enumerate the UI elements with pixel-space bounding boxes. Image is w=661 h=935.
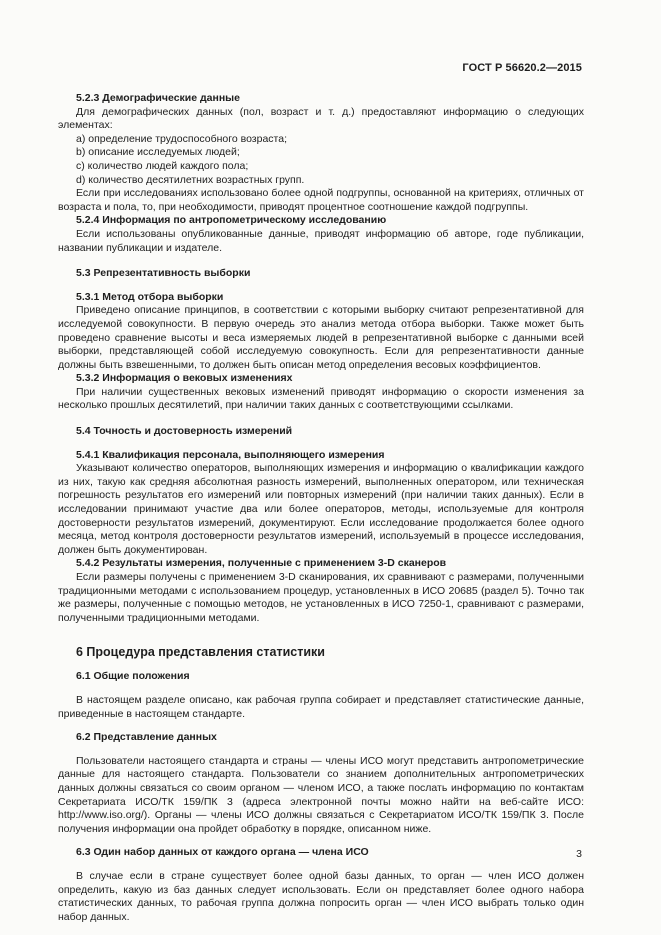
paragraph: При наличии существенных вековых изменений приводят информацию о скорости изменения за несколько прошлых десятилетий, при наличии таких данных с соответствующими ссылками. xyxy=(58,385,584,412)
paragraph: В случае если в стране существует более одной базы данных, то орган — член ИСО должен определить, какую из баз данных следует использовать. Если он представляет более одного набора статистических данных, то рабочая группа должна попросить орган — член ИСО выбрать только один набор данных. xyxy=(58,869,584,923)
paragraph: Приведено описание принципов, в соответствии с которыми выборку считают репрезентативной для исследуемой совокупности. В первую очередь это анализ метода отбора выборки. Также может быть проведено сравнение высоты и веса измеряемых людей в репрезентативной выборке с данными всей выборки, представляющей собой исследуемую совокупность. Если для репрезентативности данные должны быть взвешенными, то должен быть описан метод определения весовых коэффициентов. xyxy=(58,304,584,371)
heading-5-3: 5.3 Репрезентативность выборки xyxy=(76,267,251,280)
paragraph: Если при исследованиях использовано более одной подгруппы, основанной на критериях, отличных от возраста и пола, то, при необходимости, приводят процентное соотношение каждой подгруппы. xyxy=(58,187,584,213)
paragraph: Пользователи настоящего стандарта и страны — члены ИСО могут представить антропометрические данные для настоящего стандарта. Пользователи со знанием дополнительных антропометрических данных должны связаться со своим органом — членом ИСО, а также послать информацию по контактам Секретариата ИСО/ТК 159/ПК 3 (адреса электронной почты можно найти на веб-сайте ИСО: http://www.iso.org/). Органы — члены ИСО должны связаться с Секретариатом ИСО/ТК 159/ПК 3. После получения информации она пройдет обработку в порядке, описанном ниже. xyxy=(58,754,584,835)
heading-5-4-2: 5.4.2 Результаты измерения, полученные с применением 3-D сканеров xyxy=(76,557,447,570)
paragraph: В настоящем разделе описано, как рабочая группа собирает и представляет статистические данные, приведенные в настоящем стандарте. xyxy=(58,693,584,720)
heading-6-2: 6.2 Представление данных xyxy=(76,731,217,744)
paragraph: Если размеры получены с применением 3-D сканирования, их сравнивают с размерами, полученными традиционными методами с использованием процедур, установленных в ИСО 20685 (раздел 5). Точно так же размеры, полученные с помощью методов, не установленных в ИСО 7250-1, сравнивают с размерами, полученными традиционными методами. xyxy=(58,571,584,624)
paragraph: Если использованы опубликованные данные, приводят информацию об авторе, годе публикации, названии публикации и издателе. xyxy=(58,227,584,254)
page-number: 3 xyxy=(576,848,582,860)
list-item: d) количество десятилетних возрастных групп. xyxy=(76,173,305,186)
heading-6-3: 6.3 Один набор данных от каждого органа — члена ИСО xyxy=(76,846,369,859)
heading-6-1: 6.1 Общие положения xyxy=(76,670,190,683)
list-item: c) количество людей каждого пола; xyxy=(76,159,249,172)
heading-5-3-2: 5.3.2 Информация о вековых изменениях xyxy=(76,372,293,385)
heading-5-4: 5.4 Точность и достоверность измерений xyxy=(76,425,293,438)
heading-5-3-1: 5.3.1 Метод отбора выборки xyxy=(76,290,224,303)
heading-5-2-3: 5.2.3 Демографические данные xyxy=(76,92,240,104)
paragraph: Указывают количество операторов, выполняющих измерения и информацию о квалификации каждого из них, такую как средняя абсолютная разность измерений, выполненных оператором, или техническая погрешность результатов его измерений или повторных измерений (при наличии таких данных). Если в исследовании принимают участие два или более операторов, методы, используемые для контроля достоверности результатов измерений, документируют. Если исследование продолжается более одного месяца, метод контроля достоверности результатов измерений, используемый в процессе исследования, должен быть документирован. xyxy=(58,462,584,556)
heading-5-2-4: 5.2.4 Информация по антропометрическому исследованию xyxy=(76,214,387,227)
standard-header: ГОСТ Р 56620.2—2015 xyxy=(462,62,582,74)
list-item: b) описание исследуемых людей; xyxy=(76,146,240,159)
paragraph: Для демографических данных (пол, возраст и т. д.) предоставляют информацию о следующих элементах: xyxy=(58,105,584,132)
heading-6: 6 Процедура представления статистики xyxy=(76,645,325,660)
list-item: a) определение трудоспособного возраста; xyxy=(76,132,287,145)
document-body xyxy=(58,92,584,924)
heading-5-4-1: 5.4.1 Квалификация персонала, выполняющего измерения xyxy=(76,448,385,461)
